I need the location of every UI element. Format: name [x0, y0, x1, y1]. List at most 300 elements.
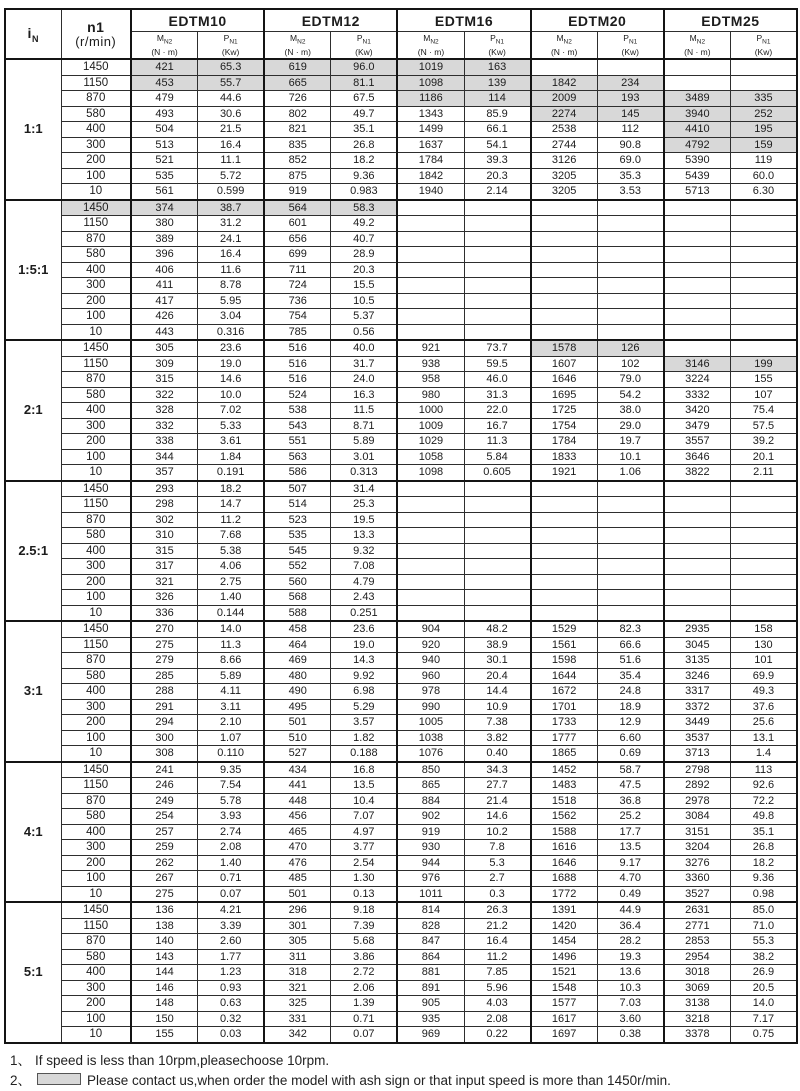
torque-cell: 150	[131, 1011, 198, 1027]
power-cell: 9.36	[730, 871, 797, 887]
torque-cell	[531, 309, 598, 325]
model-header-row	[5, 9, 797, 32]
torque-cell: 852	[264, 153, 331, 169]
speed-cell: 400	[61, 965, 131, 981]
power-cell	[730, 340, 797, 356]
power-cell: 44.6	[198, 91, 265, 107]
table-row	[5, 262, 797, 278]
speed-cell: 1150	[61, 356, 131, 372]
power-cell	[464, 512, 531, 528]
power-cell	[597, 481, 664, 497]
power-cell: 72.2	[730, 793, 797, 809]
torque-cell: 336	[131, 605, 198, 621]
torque-cell: 1009	[397, 418, 464, 434]
speed-cell: 300	[61, 699, 131, 715]
ratio-cell: 1:1	[5, 59, 61, 200]
torque-cell	[397, 262, 464, 278]
power-cell: 12.9	[597, 715, 664, 731]
model-header-edtm25: EDTM25	[664, 9, 797, 32]
power-cell: 0.69	[597, 746, 664, 762]
torque-cell: 155	[131, 1027, 198, 1043]
power-cell: 73.7	[464, 340, 531, 356]
torque-cell	[397, 278, 464, 294]
torque-cell: 902	[397, 809, 464, 825]
torque-cell: 501	[264, 715, 331, 731]
torque-cell	[531, 512, 598, 528]
power-cell: 92.6	[730, 778, 797, 794]
torque-cell	[397, 605, 464, 621]
power-cell: 66.6	[597, 637, 664, 653]
speed-cell: 580	[61, 247, 131, 263]
torque-cell: 1454	[531, 934, 598, 950]
torque-cell: 1019	[397, 59, 464, 75]
torque-cell: 1000	[397, 403, 464, 419]
torque-cell: 443	[131, 324, 198, 340]
torque-cell: 2853	[664, 934, 731, 950]
power-cell: 26.9	[730, 965, 797, 981]
power-cell: 20.4	[464, 668, 531, 684]
torque-cell: 298	[131, 497, 198, 513]
torque-cell: 293	[131, 481, 198, 497]
torque-cell: 322	[131, 387, 198, 403]
power-cell: 18.2	[730, 855, 797, 871]
power-cell: 0.22	[464, 1027, 531, 1043]
power-cell: 38.9	[464, 637, 531, 653]
table-row	[5, 200, 797, 216]
power-cell: 0.40	[464, 746, 531, 762]
power-cell: 155	[730, 372, 797, 388]
torque-cell: 241	[131, 762, 198, 778]
power-cell	[730, 278, 797, 294]
table-row	[5, 75, 797, 91]
torque-cell: 921	[397, 340, 464, 356]
power-cell: 31.3	[464, 387, 531, 403]
torque-cell: 148	[131, 996, 198, 1012]
torque-cell: 458	[264, 621, 331, 637]
power-cell: 11.3	[464, 434, 531, 450]
torque-cell: 3138	[664, 996, 731, 1012]
table-row	[5, 356, 797, 372]
torque-cell: 417	[131, 293, 198, 309]
torque-cell: 421	[131, 59, 198, 75]
table-row	[5, 1011, 797, 1027]
torque-cell: 325	[264, 996, 331, 1012]
power-cell: 20.3	[464, 168, 531, 184]
power-cell: 5.33	[198, 418, 265, 434]
power-cell: 14.6	[198, 372, 265, 388]
torque-cell: 736	[264, 293, 331, 309]
torque-cell: 332	[131, 418, 198, 434]
torque-cell: 905	[397, 996, 464, 1012]
torque-cell	[397, 216, 464, 232]
table-row	[5, 231, 797, 247]
torque-cell: 656	[264, 231, 331, 247]
table-row	[5, 684, 797, 700]
torque-cell: 940	[397, 653, 464, 669]
torque-cell: 434	[264, 762, 331, 778]
speed-cell: 10	[61, 465, 131, 481]
speed-cell: 1150	[61, 778, 131, 794]
table-row	[5, 637, 797, 653]
power-cell: 10.3	[597, 980, 664, 996]
power-cell: 163	[464, 59, 531, 75]
table-row	[5, 528, 797, 544]
torque-cell: 249	[131, 793, 198, 809]
torque-cell: 344	[131, 449, 198, 465]
torque-cell: 726	[264, 91, 331, 107]
power-cell: 58.3	[331, 200, 398, 216]
power-cell: 4.70	[597, 871, 664, 887]
power-cell	[730, 231, 797, 247]
power-cell: 35.4	[597, 668, 664, 684]
torque-cell: 3646	[664, 449, 731, 465]
torque-cell: 551	[264, 434, 331, 450]
power-cell	[730, 262, 797, 278]
torque-cell: 847	[397, 934, 464, 950]
torque-cell: 1940	[397, 184, 464, 200]
torque-cell: 881	[397, 965, 464, 981]
torque-cell: 1529	[531, 621, 598, 637]
speed-cell: 200	[61, 153, 131, 169]
power-cell: 30.6	[198, 106, 265, 122]
torque-cell: 3045	[664, 637, 731, 653]
torque-cell: 3489	[664, 91, 731, 107]
speed-cell: 870	[61, 372, 131, 388]
table-row	[5, 481, 797, 497]
speed-cell: 200	[61, 715, 131, 731]
table-row	[5, 59, 797, 75]
power-cell	[730, 481, 797, 497]
power-cell	[464, 231, 531, 247]
torque-cell	[397, 200, 464, 216]
torque-cell: 1616	[531, 840, 598, 856]
table-row	[5, 434, 797, 450]
power-cell: 3.57	[331, 715, 398, 731]
torque-cell	[664, 497, 731, 513]
speed-cell: 10	[61, 605, 131, 621]
torque-cell: 1343	[397, 106, 464, 122]
power-cell	[464, 324, 531, 340]
torque-cell: 2954	[664, 949, 731, 965]
table-row	[5, 699, 797, 715]
torque-cell: 3557	[664, 434, 731, 450]
torque-cell: 1701	[531, 699, 598, 715]
speed-cell: 1150	[61, 216, 131, 232]
power-cell	[597, 247, 664, 263]
power-cell: 14.3	[331, 653, 398, 669]
power-cell: 0.13	[331, 886, 398, 902]
torque-cell	[531, 200, 598, 216]
power-cell: 199	[730, 356, 797, 372]
power-cell: 1.07	[198, 730, 265, 746]
torque-cell: 3146	[664, 356, 731, 372]
torque-cell: 969	[397, 1027, 464, 1043]
torque-cell: 1038	[397, 730, 464, 746]
ratio-cell: 1:5:1	[5, 200, 61, 341]
power-cell: 0.313	[331, 465, 398, 481]
torque-cell: 300	[131, 730, 198, 746]
table-row	[5, 91, 797, 107]
power-cell: 46.0	[464, 372, 531, 388]
power-cell	[597, 216, 664, 232]
power-cell	[464, 278, 531, 294]
torque-cell: 1391	[531, 902, 598, 918]
power-cell: 1.40	[198, 855, 265, 871]
torque-cell: 935	[397, 1011, 464, 1027]
power-cell: 10.0	[198, 387, 265, 403]
power-cell: 38.7	[198, 200, 265, 216]
power-cell: 8.78	[198, 278, 265, 294]
power-cell: 1.30	[331, 871, 398, 887]
torque-cell: 828	[397, 918, 464, 934]
ratio-cell: 4:1	[5, 762, 61, 903]
power-cell: 66.1	[464, 122, 531, 138]
torque-cell: 3069	[664, 980, 731, 996]
table-row	[5, 809, 797, 825]
power-cell: 107	[730, 387, 797, 403]
power-cell: 54.2	[597, 387, 664, 403]
torque-cell: 521	[131, 153, 198, 169]
torque-cell: 144	[131, 965, 198, 981]
power-cell: 36.8	[597, 793, 664, 809]
table-row	[5, 497, 797, 513]
torque-cell: 1777	[531, 730, 598, 746]
torque-cell: 291	[131, 699, 198, 715]
speed-cell: 400	[61, 824, 131, 840]
power-cell: 5.84	[464, 449, 531, 465]
note-2	[10, 1071, 796, 1091]
power-cell: 0.32	[198, 1011, 265, 1027]
torque-cell: 279	[131, 653, 198, 669]
speed-header-cell: n1 (r/min)	[61, 9, 131, 59]
power-cell: 11.2	[198, 512, 265, 528]
torque-cell: 1483	[531, 778, 598, 794]
power-cell: 5.89	[198, 668, 265, 684]
torque-cell: 318	[264, 965, 331, 981]
power-cell: 2.08	[464, 1011, 531, 1027]
power-cell: 10.2	[464, 824, 531, 840]
torque-cell: 1577	[531, 996, 598, 1012]
table-row	[5, 403, 797, 419]
torque-cell: 310	[131, 528, 198, 544]
power-cell: 55.3	[730, 934, 797, 950]
torque-cell	[531, 59, 598, 75]
table-row	[5, 746, 797, 762]
power-cell: 59.5	[464, 356, 531, 372]
torque-cell: 904	[397, 621, 464, 637]
power-cell: 37.6	[730, 699, 797, 715]
torque-cell: 3940	[664, 106, 731, 122]
torque-cell: 470	[264, 840, 331, 856]
power-cell	[730, 543, 797, 559]
power-cell: 14.0	[730, 996, 797, 1012]
torque-cell	[664, 278, 731, 294]
power-cell: 130	[730, 637, 797, 653]
power-cell	[597, 231, 664, 247]
table-row	[5, 1027, 797, 1043]
torque-cell: 1672	[531, 684, 598, 700]
torque-cell: 978	[397, 684, 464, 700]
power-subheader: $P_{N1}$ (Kw)	[464, 32, 531, 60]
speed-cell: 100	[61, 1011, 131, 1027]
torque-cell: 1865	[531, 746, 598, 762]
speed-cell: 1150	[61, 637, 131, 653]
speed-cell: 400	[61, 543, 131, 559]
power-cell: 24.8	[597, 684, 664, 700]
power-cell: 11.1	[198, 153, 265, 169]
torque-cell: 1058	[397, 449, 464, 465]
torque-cell: 301	[264, 918, 331, 934]
torque-cell: 3135	[664, 653, 731, 669]
table-row	[5, 730, 797, 746]
speed-cell: 580	[61, 387, 131, 403]
torque-cell: 1754	[531, 418, 598, 434]
ratio-cell: 5:1	[5, 902, 61, 1043]
power-cell: 85.0	[730, 902, 797, 918]
power-cell: 195	[730, 122, 797, 138]
power-cell	[597, 278, 664, 294]
power-cell: 7.85	[464, 965, 531, 981]
table-row	[5, 886, 797, 902]
power-cell	[464, 247, 531, 263]
torque-cell	[397, 528, 464, 544]
speed-cell: 10	[61, 886, 131, 902]
speed-cell: 300	[61, 559, 131, 575]
torque-cell	[531, 247, 598, 263]
power-cell	[730, 559, 797, 575]
torque-cell: 1011	[397, 886, 464, 902]
power-cell: 16.8	[331, 762, 398, 778]
power-cell	[597, 590, 664, 606]
torque-cell	[664, 574, 731, 590]
power-cell: 0.191	[198, 465, 265, 481]
speed-cell: 10	[61, 1027, 131, 1043]
power-cell: 3.77	[331, 840, 398, 856]
power-cell: 79.0	[597, 372, 664, 388]
torque-cell: 516	[264, 356, 331, 372]
torque-cell: 485	[264, 871, 331, 887]
power-cell: 335	[730, 91, 797, 107]
power-cell: 18.9	[597, 699, 664, 715]
power-cell: 14.6	[464, 809, 531, 825]
torque-cell	[531, 559, 598, 575]
power-cell: 0.03	[198, 1027, 265, 1043]
power-cell	[464, 481, 531, 497]
torque-subheader: $M_{N2}$ (N · m)	[531, 32, 598, 60]
power-cell: 14.7	[198, 497, 265, 513]
power-cell: 18.2	[198, 481, 265, 497]
note-1-text: If speed is less than 10rpm,pleasechoose 10rpm.	[35, 1052, 330, 1068]
torque-cell: 504	[131, 122, 198, 138]
power-cell	[730, 216, 797, 232]
table-row	[5, 668, 797, 684]
torque-cell	[397, 497, 464, 513]
torque-cell	[664, 75, 731, 91]
power-cell: 23.6	[331, 621, 398, 637]
power-cell: 21.4	[464, 793, 531, 809]
torque-cell: 305	[264, 934, 331, 950]
torque-cell: 514	[264, 497, 331, 513]
power-cell: 5.38	[198, 543, 265, 559]
torque-cell: 835	[264, 137, 331, 153]
power-cell: 11.2	[464, 949, 531, 965]
power-cell: 6.30	[730, 184, 797, 200]
torque-cell: 4410	[664, 122, 731, 138]
torque-cell: 374	[131, 200, 198, 216]
power-cell: 58.7	[597, 762, 664, 778]
torque-cell: 396	[131, 247, 198, 263]
power-cell: 126	[597, 340, 664, 356]
power-cell: 4.97	[331, 824, 398, 840]
torque-cell: 146	[131, 980, 198, 996]
power-cell: 0.98	[730, 886, 797, 902]
power-cell: 0.3	[464, 886, 531, 902]
torque-cell: 875	[264, 168, 331, 184]
power-cell: 112	[597, 122, 664, 138]
power-cell: 139	[464, 75, 531, 91]
note-1	[10, 1051, 796, 1071]
speed-cell: 870	[61, 653, 131, 669]
torque-cell	[664, 262, 731, 278]
power-cell: 35.1	[730, 824, 797, 840]
speed-cell: 1450	[61, 59, 131, 75]
power-cell: 13.5	[597, 840, 664, 856]
torque-cell	[397, 247, 464, 263]
torque-cell	[531, 497, 598, 513]
power-subheader: $P_{N1}$ (Kw)	[730, 32, 797, 60]
torque-cell: 3126	[531, 153, 598, 169]
power-cell: 2.54	[331, 855, 398, 871]
torque-cell: 480	[264, 668, 331, 684]
torque-cell: 930	[397, 840, 464, 856]
note-2-number: 2、	[10, 1072, 32, 1088]
power-cell: 1.40	[198, 590, 265, 606]
speed-cell: 580	[61, 949, 131, 965]
power-cell: 17.7	[597, 824, 664, 840]
power-cell	[597, 512, 664, 528]
torque-cell: 527	[264, 746, 331, 762]
table-row	[5, 934, 797, 950]
torque-cell: 5439	[664, 168, 731, 184]
power-cell	[730, 59, 797, 75]
torque-cell	[531, 528, 598, 544]
torque-cell: 3205	[531, 168, 598, 184]
torque-cell: 699	[264, 247, 331, 263]
torque-cell: 1772	[531, 886, 598, 902]
speed-cell: 1450	[61, 340, 131, 356]
power-cell: 3.39	[198, 918, 265, 934]
power-cell: 0.71	[331, 1011, 398, 1027]
power-cell: 20.5	[730, 980, 797, 996]
power-cell	[597, 559, 664, 575]
table-row	[5, 387, 797, 403]
power-cell: 65.3	[198, 59, 265, 75]
torque-cell: 3204	[664, 840, 731, 856]
torque-cell: 143	[131, 949, 198, 965]
power-cell: 2.60	[198, 934, 265, 950]
power-cell	[464, 497, 531, 513]
power-cell: 0.49	[597, 886, 664, 902]
torque-cell	[664, 512, 731, 528]
torque-cell: 3449	[664, 715, 731, 731]
torque-cell: 2274	[531, 106, 598, 122]
table-row	[5, 153, 797, 169]
table-row	[5, 418, 797, 434]
power-cell: 3.60	[597, 1011, 664, 1027]
power-cell: 96.0	[331, 59, 398, 75]
power-cell: 158	[730, 621, 797, 637]
power-cell: 14.4	[464, 684, 531, 700]
